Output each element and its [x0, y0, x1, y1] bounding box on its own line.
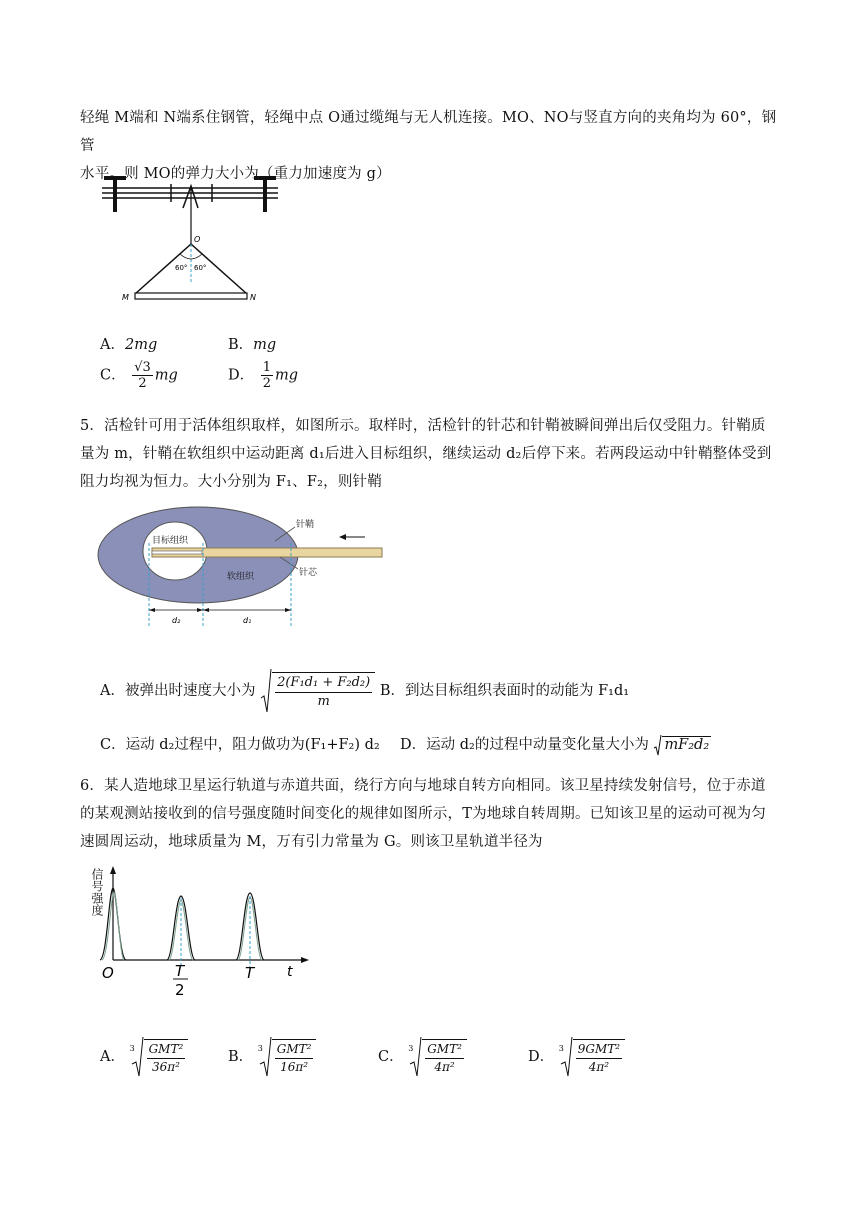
q5-option-c: C．运动 d₂过程中，阻力做功为(F₁+F₂) d₂: [100, 737, 380, 753]
q5-option-a: A．被弹出时速度大小为 $\frac{\text{2(F₁d₁ + F₂d₂)}}{m}$ B．到达目标组织表面时的动能为 F₁d₁: [100, 668, 629, 714]
q4-option-d: D． $\frac{1}{2}$ mg: [228, 360, 299, 391]
q6-option-a: A． 3 GMT² 36π²: [100, 1036, 188, 1078]
q5-label-d2: d₂: [172, 616, 181, 625]
q5-option-a-sqrt: $\frac{\text{2(F₁d₁ + F₂d₂)}}{m}$: [260, 668, 375, 714]
q6-line-1: 6．某人造地球卫星运行轨道与赤道共面，绕行方向与地球自转方向相同。该卫星持续发射信号，位于赤道: [80, 778, 766, 794]
q5-label-sheath: 针鞘: [296, 520, 315, 530]
q4-option-a: A．2mg: [100, 337, 158, 353]
q5-line-3: 阻力均视为恒力。大小分别为 F₁、F₂，则针鞘: [80, 474, 382, 490]
q6-xlabel: t: [287, 964, 293, 980]
q6-tick-o: O: [102, 964, 114, 982]
q4-option-c-fraction: $\frac{√3}{2}$: [134, 360, 151, 391]
q5-option-d-sqrt: mF₂d₂: [653, 734, 711, 756]
q6-figure-signal-chart: [85, 858, 315, 998]
q6-tick-t: T: [245, 964, 255, 982]
q5-label-soft-tissue: 软组织: [227, 572, 255, 582]
q5-label-core: 针芯: [299, 568, 318, 578]
q6-option-b: B． 3 GMT² 16π²: [228, 1036, 316, 1078]
q6-tick-half-num: T: [175, 962, 185, 980]
q5-label-target-tissue: 目标组织: [152, 536, 189, 546]
q5-line-1: 5．活检针可用于活体组织取样，如图所示。取样时，活检针的针芯和针鞘被瞬间弹出后仅受阻力。针鞘质: [80, 418, 766, 434]
q5-label-d1: d₁: [243, 616, 252, 625]
q5-figure-biopsy-needle: [95, 505, 395, 635]
q4-label-o: O: [194, 235, 201, 244]
q6-line-2: 的某观测站接收到的信号强度随时间变化的规律如图所示，T为地球自转周期。已知该卫星的运动可视为匀: [80, 806, 767, 822]
q4-label-m: M: [122, 293, 129, 302]
q5-option-b: B．到达目标组织表面时的动能为 F₁d₁: [379, 683, 630, 699]
q4-label-n: N: [250, 293, 256, 302]
q6-line-3: 速圆周运动，地球质量为 M，万有引力常量为 G。则该卫星轨道半径为: [80, 834, 543, 850]
q4-figure-drone-pipe: [100, 172, 285, 307]
q4-option-b: B．mg: [228, 337, 277, 353]
q4-line-1: 轻绳 M端和 N端系住钢管，轻绳中点 O通过缆绳与无人机连接。MO、NO与竖直方向的夹角均为 60°，钢管: [80, 110, 777, 154]
q6-option-c: C． 3 GMT² 4π²: [378, 1036, 467, 1078]
q4-option-d-fraction: $\frac{1}{2}$: [262, 360, 272, 391]
q5-stem: [80, 412, 780, 496]
q6-stem: [80, 772, 780, 856]
q4-line-2: 水平。则 MO的弹力大小为（重力加速度为 g）: [80, 166, 391, 182]
q4-angle-right: 60°: [194, 264, 207, 272]
q5-line-2: 量为 m，针鞘在软组织中运动距离 d₁后进入目标组织，继续运动 d₂后停下来。若两段运动中针鞘整体受到: [80, 446, 772, 462]
q4-angle-left: 60°: [175, 264, 188, 272]
q4-option-c: C． $\frac{√3}{2}$ mg: [100, 360, 178, 391]
q5-option-d: D．运动 d₂的过程中动量变化量大小为 mF₂d₂: [400, 734, 711, 756]
q6-ylabel: 信号强度: [90, 868, 104, 916]
q6-option-d: D． 3 9GMT² 4π²: [528, 1036, 625, 1078]
q6-tick-half-den: 2: [175, 981, 185, 998]
